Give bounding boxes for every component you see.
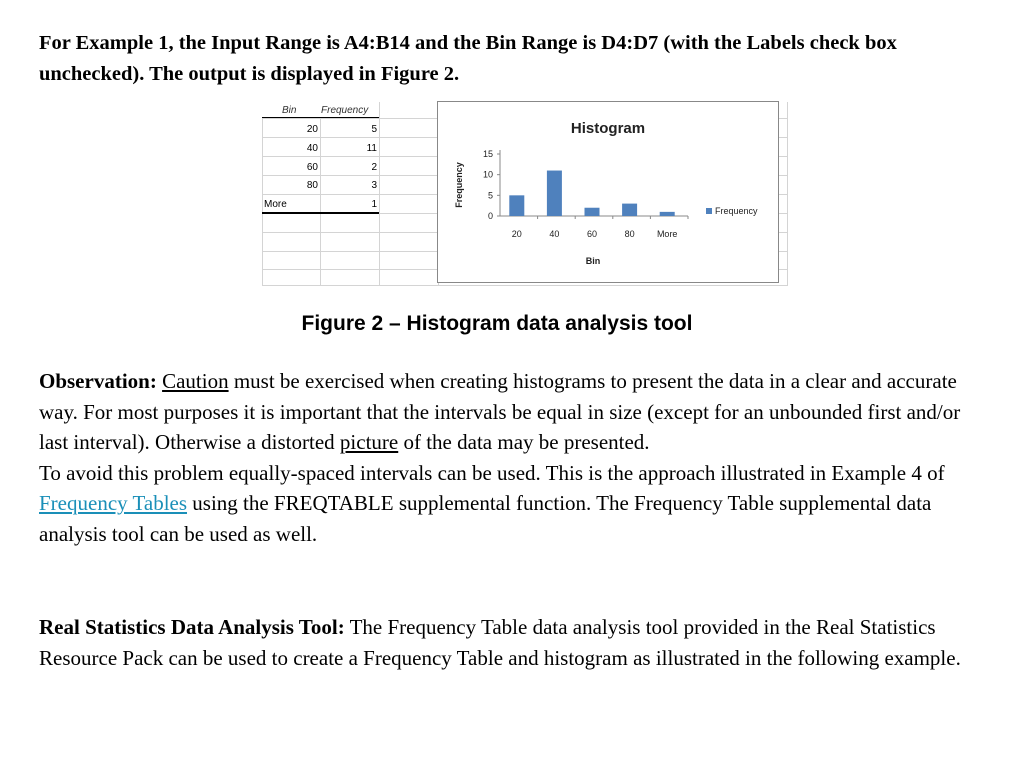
- picture-word: picture: [339, 430, 399, 454]
- legend-swatch: [706, 208, 712, 214]
- observation-text-2: of the data may be presented.: [398, 430, 650, 454]
- x-tick-label: 40: [549, 229, 560, 239]
- observation-label: Observation:: [39, 369, 157, 393]
- histogram-bar: [509, 195, 524, 216]
- table-row-freq: 5: [371, 124, 377, 135]
- table-row-bin: 40: [306, 143, 318, 154]
- figure-caption-text: Figure 2 – Histogram data analysis tool: [301, 312, 693, 335]
- y-tick-label: 10: [482, 169, 493, 180]
- chart-title: Histogram: [570, 120, 646, 137]
- table-row-freq: 11: [366, 143, 377, 154]
- y-tick-label: 5: [487, 190, 493, 201]
- x-tick-label: 80: [624, 229, 635, 239]
- histogram-chart: [437, 101, 779, 283]
- table-row-freq: 3: [371, 180, 377, 191]
- observation-text-4: using the FREQTABLE supplemental function. The Frequency Table supplemental data analysis tool can be used as well.: [39, 491, 932, 546]
- histogram-bar: [547, 171, 562, 216]
- real-statistics-text: The Frequency Table data analysis tool provided in the Real Statistics Resource Pack can be used to create a Frequency Table and histogram as illustrated in the following example.: [39, 615, 961, 670]
- y-tick-label: 15: [482, 149, 493, 159]
- frequency-tables-link[interactable]: Frequency Tables: [39, 491, 188, 515]
- observation-paragraph: [39, 366, 979, 549]
- histogram-bar: [622, 204, 637, 216]
- real-statistics-paragraph: [39, 612, 979, 673]
- real-statistics-label: Real Statistics Data Analysis Tool:: [39, 615, 345, 639]
- x-tick-label: More: [656, 229, 678, 239]
- intro-paragraph: For Example 1, the Input Range is A4:B14 and the Bin Range is D4:D7 (with the Labels check box unchecked). The output is displayed in Figure 2.: [39, 32, 897, 85]
- table-row-bin: 80: [306, 180, 318, 191]
- table-header-frequency: Frequency: [321, 105, 369, 116]
- table-row-bin: More: [264, 199, 287, 210]
- chart-x-axis-label: Bin: [585, 256, 601, 266]
- observation-text-1: must be exercised when creating histograms to present the data in a clear and accurate way. For most purposes it is important that the intervals be equal in size (except for an unbounded first and/or last interval). Otherwise a distorted: [39, 369, 961, 454]
- histogram-bar: [660, 212, 675, 216]
- x-tick-label: 60: [586, 229, 598, 239]
- y-tick-label: 0: [487, 211, 493, 221]
- chart-y-axis-label: Frequency: [454, 162, 464, 208]
- x-tick-label: 20: [511, 229, 522, 239]
- table-row-bin: 20: [306, 124, 318, 135]
- legend-label: Frequency: [715, 206, 758, 216]
- caution-word: Caution: [162, 369, 229, 393]
- table-row-freq: 1: [371, 199, 377, 210]
- figure-caption: [0, 309, 1024, 339]
- table-header-bin: Bin: [282, 105, 297, 116]
- observation-text-3: To avoid this problem equally-spaced intervals can be used. This is the approach illustrated in Example 4 of: [39, 460, 945, 485]
- table-row-bin: 60: [306, 162, 318, 173]
- histogram-bar: [585, 208, 600, 216]
- table-row-freq: 2: [371, 162, 377, 173]
